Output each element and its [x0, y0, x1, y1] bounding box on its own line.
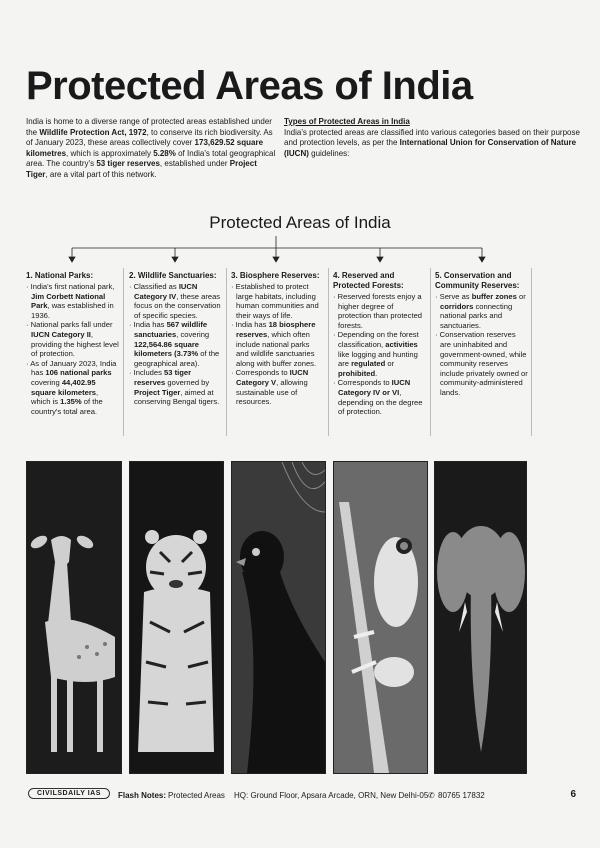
column-heading: 2. Wildlife Sanctuaries:: [129, 271, 217, 280]
bold-text: Wildlife Protection Act, 1972: [39, 127, 147, 137]
bullet-item: · Classified as IUCN Category IV, these areas focus on the conservation of specific species.: [129, 282, 221, 320]
text-run: Includes: [133, 368, 165, 378]
text-run: or: [516, 292, 526, 301]
text-run: , which often include national parks and wildlife sanctuaries along with buffer zones.: [236, 329, 317, 368]
bullet-item: · As of January 2023, India has 106 national parks covering 44,402.95 square kilometers, which is 1.35% of the country's total area.: [26, 358, 117, 416]
bold-text: 18 biosphere reserves: [236, 320, 316, 339]
arrowhead-3: [273, 257, 279, 262]
text-run: , to conserve its rich biodiversity. As of January 2023, these areas collectively cover: [26, 127, 273, 147]
bold-text: IUCN Category V: [236, 368, 309, 387]
page-number: 6: [570, 789, 576, 800]
column-divider: [123, 268, 124, 436]
text-run: India has: [133, 320, 167, 330]
text-run: India has: [235, 320, 269, 330]
bullet-item: · India has 567 wildlife sanctuaries, covering 122,564.86 square kilometers (3.73% of the geographical area).: [129, 320, 220, 368]
bold-text: 5.28%: [153, 148, 176, 158]
column-heading: 1. National Parks:: [26, 271, 94, 280]
text-run: Reserved forests enjoy a higher degree of protection than protected forests.: [337, 292, 423, 330]
column-divider: [226, 268, 227, 436]
column-heading: 4. Reserved and Protected Forests:: [333, 271, 404, 290]
bold-text: 44,402.95 square kilometers: [31, 377, 96, 397]
column-divider: [328, 268, 329, 436]
text-run: Corresponds to: [337, 378, 392, 388]
text-run: of India's total geographical area. The country's: [26, 148, 276, 168]
column-heading: 5. Conservation and Community Reserves:: [435, 271, 520, 290]
text-run: Classified as: [133, 282, 179, 291]
text-run: guidelines:: [308, 148, 350, 158]
column-heading: 3. Biosphere Reserves:: [231, 271, 320, 280]
footer-phone: 80765 17832: [438, 791, 485, 800]
bold-text: 53 tiger reserves: [96, 159, 160, 168]
column-divider: [531, 268, 532, 436]
footer-topic: Protected Areas: [168, 791, 225, 800]
bold-text: 106 national parks: [45, 368, 112, 378]
text-run: of the country's total area.: [31, 397, 103, 416]
footer-address: HQ: Ground Floor, Apsara Arcade, ORN, New Delhi-05: [234, 791, 429, 800]
text-run: , which is approximately: [66, 148, 154, 158]
bullet-item: · Reserved forests enjoy a higher degree of protection than protected forests.: [333, 292, 423, 330]
bold-text: corridors: [440, 301, 474, 311]
text-run: , was established in 1936.: [31, 301, 114, 320]
diagram-title: Protected Areas of India: [209, 213, 391, 232]
publisher-logo: CIVILSDAILY IAS: [28, 788, 110, 799]
bold-text: IUCN Category IV or VI: [338, 378, 411, 397]
text-run: India is home to a diverse range of protected areas established under the: [26, 117, 272, 137]
bold-text: activities: [385, 339, 418, 349]
text-run: of the geographical area).: [134, 349, 220, 368]
bullet-item: · Depending on the forest classification, activities like logging and hunting are regulated or prohibited.: [333, 330, 419, 378]
bold-text: 1.35%: [60, 397, 82, 407]
text-run: , these areas focus on the conservation of specific species.: [134, 291, 221, 320]
text-run: like logging and hunting are: [338, 349, 418, 369]
tiger-photo: [129, 461, 224, 774]
elephant-photo: [434, 461, 527, 774]
text-run: , established under: [159, 159, 230, 168]
text-run: India's protected areas are classified into various categories based on their purpose and protection levels, as per the: [284, 127, 580, 147]
text-run: governed by: [165, 377, 210, 387]
bold-text: buffer zones: [471, 292, 517, 301]
peacock-photo: [231, 461, 326, 774]
text-run: Corresponds to: [235, 368, 290, 378]
column-reserved-forests: [333, 271, 426, 417]
text-run: , depending on the degree of protection.: [338, 387, 423, 417]
text-run: Conservation reserves are uninhabited and government-owned, while community reserves include privately owned or community-administered lands.: [439, 330, 528, 397]
column-divider: [430, 268, 431, 436]
bold-text: 53 tiger reserves: [134, 368, 192, 387]
frog-photo: [333, 461, 428, 774]
text-run: , are a vital part of this network.: [45, 169, 157, 179]
arrowhead-1: [69, 257, 75, 262]
text-run: , allowing sustainable use of resources.: [236, 377, 308, 407]
bullet-item: · Corresponds to IUCN Category IV or VI, depending on the degree of protection.: [333, 378, 423, 417]
bullet-item: · Conservation reserves are uninhabited and government-owned, while community reserves include privately owned or community-administered lands.: [435, 330, 528, 397]
bold-text: 122,564.86 square kilometers (3.73%: [134, 339, 200, 359]
types-heading: Types of Protected Areas in India: [284, 117, 410, 126]
text-run: connecting national parks and sanctuaries.: [440, 301, 513, 330]
diagram-connectors: [0, 0, 600, 300]
text-run: As of January 2023, India has: [30, 358, 117, 378]
footer-label: Flash Notes:: [118, 791, 167, 800]
bold-text: Jim Corbett National Park: [31, 291, 106, 311]
text-run: Established to protect large habitats, including human communities and their ways of life.: [235, 282, 319, 320]
bullet-item: · India has 18 biosphere reserves, which often include national parks and wildlife sanctuaries along with buffer zones.: [231, 320, 317, 368]
text-run: National parks fall under: [30, 320, 113, 330]
text-run: Depending on the forest classification,: [337, 330, 419, 349]
bullet-item: · Corresponds to IUCN Category V, allowing sustainable use of resources.: [231, 368, 309, 407]
bold-text: Project Tiger: [134, 387, 181, 397]
arrowhead-5: [479, 257, 485, 262]
column-national-parks: [26, 271, 119, 416]
bold-text: IUCN Category II: [31, 329, 91, 339]
bullet-item: · India's first national park, Jim Corbett National Park, was established in 1936.: [26, 282, 115, 320]
text-run: , which is: [31, 387, 99, 407]
column-community-reserves: [435, 271, 528, 398]
bullet-item: · National parks fall under IUCN Category II, providing the highest level of protection.: [26, 320, 119, 359]
page-footer: [28, 788, 576, 804]
arrowhead-4: [377, 257, 383, 262]
deer-photo: [26, 461, 122, 774]
column-biosphere-reserves: [231, 271, 324, 407]
bullet-item: · Includes 53 tiger reserves governed by Project Tiger, aimed at conserving Bengal tigers.: [129, 368, 220, 407]
bold-text: Project Tiger: [26, 159, 257, 179]
bold-text: 567 wildlife sanctuaries: [134, 320, 208, 339]
column-wildlife-sanctuaries: [129, 271, 222, 407]
text-run: or: [385, 359, 395, 369]
bold-text: 173,629.52 square kilometres: [26, 138, 264, 158]
bold-text: International Union for Conservation of Nature (IUCN): [284, 138, 577, 158]
arrowhead-2: [172, 257, 178, 262]
bold-text: prohibited: [338, 368, 376, 378]
text-run: .: [375, 368, 378, 378]
text-run: covering: [31, 377, 62, 387]
page-title: Protected Areas of India: [26, 64, 473, 108]
text-run: , providing the highest level of protection.: [31, 329, 119, 359]
text-run: India's first national park,: [30, 282, 115, 291]
text-run: , aimed at conserving Bengal tigers.: [134, 387, 220, 407]
bold-text: IUCN Category IV: [134, 282, 198, 301]
text-run: , covering: [176, 329, 210, 339]
phone-icon: ✆: [428, 791, 435, 800]
bullet-item: · Serve as buffer zones or corridors connecting national parks and sanctuaries.: [435, 292, 526, 330]
text-run: Serve as: [439, 292, 472, 301]
bold-text: regulated: [351, 359, 386, 369]
bullet-item: · Established to protect large habitats, including human communities and their ways of life.: [231, 282, 319, 320]
